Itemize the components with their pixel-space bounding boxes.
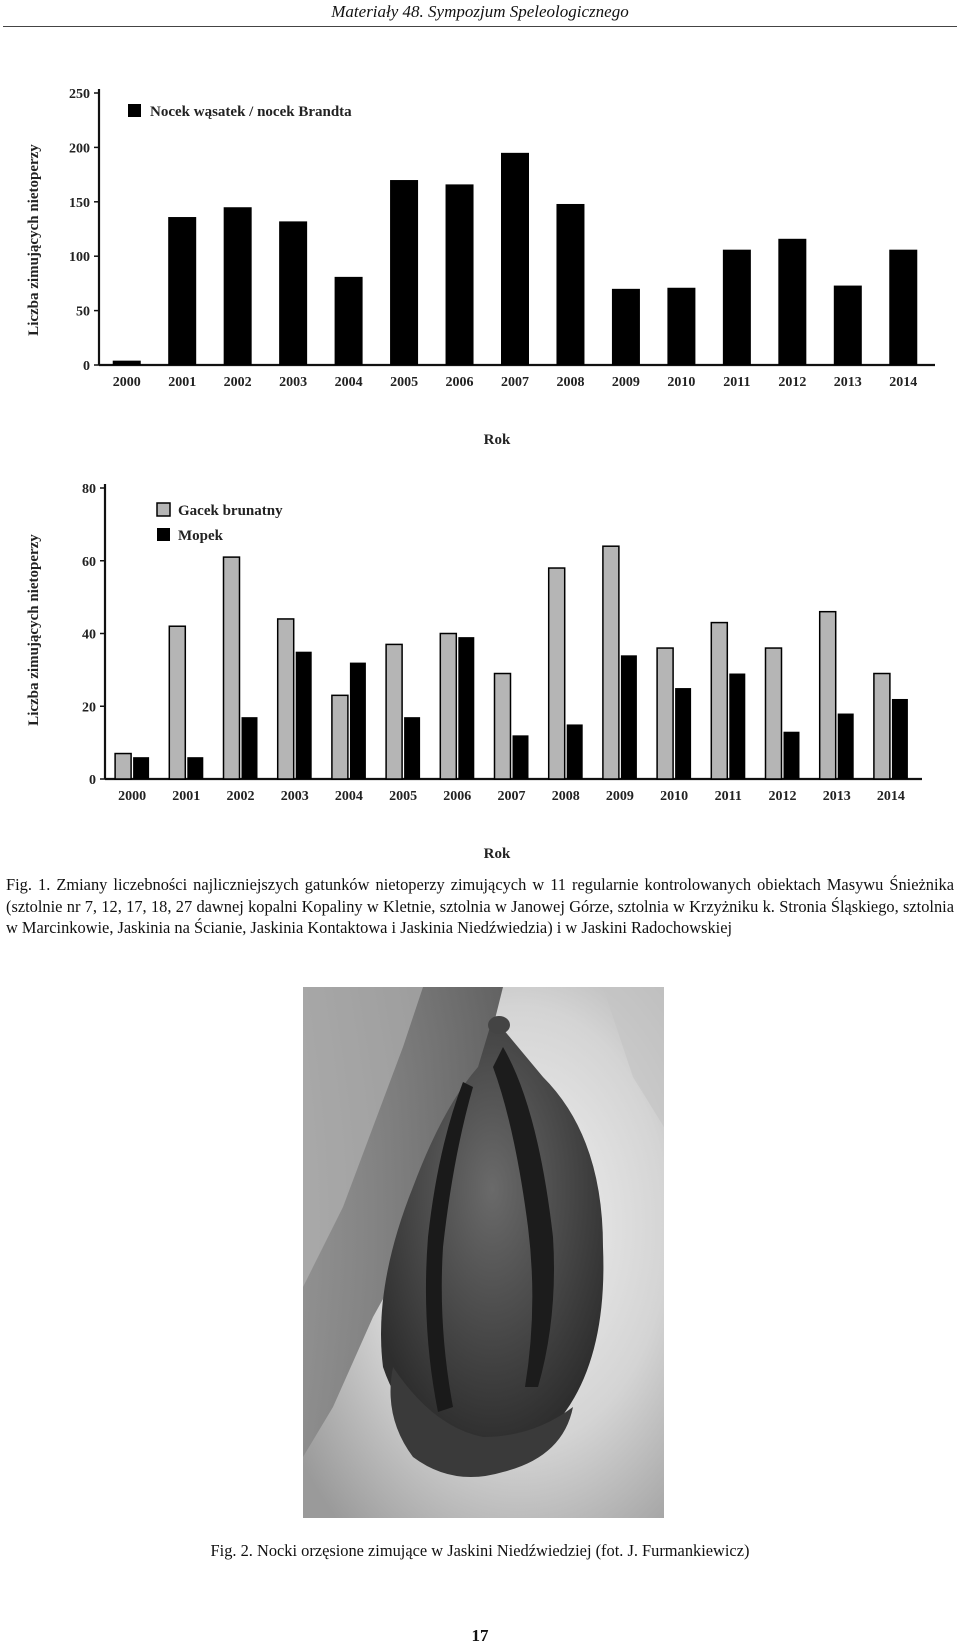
legend-swatch-gacek xyxy=(157,503,170,516)
c2-bar-series1 xyxy=(495,674,511,779)
c2-x-tick-label: 2005 xyxy=(389,789,418,804)
c2-bar-series1 xyxy=(874,674,890,779)
c2-y-tick-label: 80 xyxy=(82,482,96,497)
c1-x-tick-label: 2006 xyxy=(445,375,474,390)
header-rule xyxy=(3,26,957,27)
c2-bar-series1 xyxy=(440,634,456,780)
c1-y-tick-label: 100 xyxy=(69,250,90,266)
c2-x-tick-label: 2002 xyxy=(226,789,255,804)
c1-bar-series1 xyxy=(446,184,474,365)
legend-swatch-mopek xyxy=(157,528,170,541)
c2-bar-series2 xyxy=(296,652,312,779)
c2-bar-series2 xyxy=(242,717,258,779)
c2-bar-series2 xyxy=(729,674,745,779)
c1-y-tick-label: 0 xyxy=(83,359,90,374)
legend-label-nocek: Nocek wąsatek / nocek Brandta xyxy=(150,104,352,120)
legend-label-gacek: Gacek brunatny xyxy=(178,503,283,519)
chart2-bars xyxy=(115,546,908,779)
c2-y-tick-label: 40 xyxy=(82,627,96,643)
c2-bar-series2 xyxy=(350,663,366,779)
c1-bar-series1 xyxy=(667,288,695,365)
c2-x-tick-label: 2004 xyxy=(334,789,363,804)
c2-x-tick-label: 2003 xyxy=(280,789,309,804)
figure-1-caption: Fig. 1. Zmiany liczebności najliczniejszych gatunków nietoperzy zimujących w 11 regularnie kontrolowanych obiektach Masywu Śnieżnika (sztolnie nr 7, 12, 17, 18, 27 dawnej kopalni Kopaliny w Kletnie, sztolnia w Janowej Górze, sztolnia w Krzyżniku k. Stronia Śląskiego, sztolnia w Marcinkowie, Jaskinia na Ścianie, Jaskinia Kontaktowa i Jaskinia Niedźwiedzia) i w Jaskini Radochowskiej xyxy=(6,875,954,937)
c1-bar-series1 xyxy=(612,289,640,365)
c2-bar-series2 xyxy=(838,714,854,779)
chart1-legend xyxy=(128,104,352,120)
c1-x-tick-label: 2008 xyxy=(556,375,585,390)
legend-label-mopek: Mopek xyxy=(178,528,223,544)
chart2-legend xyxy=(157,503,283,544)
c1-x-tick-label: 2011 xyxy=(723,375,751,390)
c1-y-tick-label: 150 xyxy=(69,195,90,211)
c1-bar-series1 xyxy=(113,361,141,365)
c2-bar-series2 xyxy=(621,655,637,779)
c2-bar-series1 xyxy=(332,695,348,779)
c1-bar-series1 xyxy=(501,153,529,365)
c1-bar-series1 xyxy=(168,217,196,365)
c2-bar-series2 xyxy=(133,757,149,779)
c2-x-tick-label: 2014 xyxy=(876,789,905,804)
c2-y-tick-label: 60 xyxy=(82,554,96,570)
c2-x-tick-label: 2000 xyxy=(118,789,147,804)
c2-bar-series2 xyxy=(567,724,583,779)
figure-2-caption: Fig. 2. Nocki orzęsione zimujące w Jaskini Niedźwiedziej (fot. J. Furmankiewicz) xyxy=(210,1541,750,1560)
legend-swatch-nocek xyxy=(128,104,141,117)
c1-x-tick-label: 2012 xyxy=(778,375,807,390)
c2-bar-series1 xyxy=(278,619,294,779)
c1-x-tick-label: 2014 xyxy=(889,375,918,390)
c2-x-tick-label: 2007 xyxy=(497,789,526,804)
running-head: Materiały 48. Sympozjum Speleologicznego xyxy=(331,2,629,21)
chart-nocek-wasatek xyxy=(0,80,960,450)
c1-x-tick-label: 2002 xyxy=(223,375,252,390)
c2-bar-series1 xyxy=(224,557,240,779)
c1-y-tick-label: 250 xyxy=(69,87,90,102)
c1-bar-series1 xyxy=(556,204,584,365)
c2-bar-series1 xyxy=(386,644,402,779)
c1-bar-series1 xyxy=(834,286,862,365)
c2-bar-series1 xyxy=(549,568,565,779)
bat-photo xyxy=(303,987,664,1518)
c2-y-tick-label: 20 xyxy=(82,700,96,716)
c2-x-tick-label: 2009 xyxy=(605,789,634,804)
c1-y-tick-label: 50 xyxy=(76,304,90,320)
c1-y-tick-label: 200 xyxy=(69,141,90,157)
chart1-xlabel: Rok xyxy=(483,432,511,448)
c2-bar-series1 xyxy=(115,754,131,779)
c2-x-tick-label: 2011 xyxy=(714,789,742,804)
c2-bar-series1 xyxy=(603,546,619,779)
c2-x-tick-label: 2010 xyxy=(660,789,689,804)
c2-bar-series2 xyxy=(404,717,420,779)
c1-x-tick-label: 2010 xyxy=(667,375,696,390)
c2-bar-series2 xyxy=(675,688,691,779)
c1-bar-series1 xyxy=(335,277,363,365)
c2-bar-series1 xyxy=(766,648,782,779)
c1-x-tick-label: 2007 xyxy=(501,375,529,390)
c1-bar-series1 xyxy=(279,221,307,365)
c1-x-tick-label: 2004 xyxy=(334,375,363,390)
c2-x-tick-label: 2001 xyxy=(172,789,201,804)
c1-bar-series1 xyxy=(889,250,917,365)
c1-x-tick-label: 2000 xyxy=(112,375,141,390)
chart2-ylabel: Liczba zimujących nietoperzy xyxy=(26,534,42,726)
c1-x-tick-label: 2005 xyxy=(390,375,419,390)
c2-bar-series1 xyxy=(711,623,727,779)
chart2-xlabel: Rok xyxy=(483,846,511,862)
c1-x-tick-label: 2003 xyxy=(279,375,308,390)
chart1-ylabel: Liczba zimujących nietoperzy xyxy=(26,144,42,336)
c1-x-tick-label: 2013 xyxy=(833,375,862,390)
c2-bar-series1 xyxy=(657,648,673,779)
c2-x-tick-label: 2006 xyxy=(443,789,472,804)
chart1-bars xyxy=(113,153,918,365)
c1-bar-series1 xyxy=(778,239,806,365)
c2-bar-series1 xyxy=(820,612,836,779)
c2-y-tick-label: 0 xyxy=(89,773,96,788)
c2-x-tick-label: 2012 xyxy=(768,789,797,804)
c2-bar-series1 xyxy=(169,626,185,779)
c2-x-tick-label: 2013 xyxy=(822,789,851,804)
c2-bar-series2 xyxy=(784,732,800,779)
c1-x-tick-label: 2009 xyxy=(611,375,640,390)
c1-bar-series1 xyxy=(723,250,751,365)
c2-bar-series2 xyxy=(513,735,529,779)
c1-x-tick-label: 2001 xyxy=(168,375,197,390)
c1-bar-series1 xyxy=(224,207,252,365)
c1-bar-series1 xyxy=(390,180,418,365)
c2-bar-series2 xyxy=(892,699,908,779)
c2-x-tick-label: 2008 xyxy=(551,789,580,804)
page-number: 17 xyxy=(471,1626,489,1645)
c2-bar-series2 xyxy=(187,757,203,779)
c2-bar-series2 xyxy=(458,637,474,779)
chart-gacek-mopek xyxy=(0,470,960,870)
